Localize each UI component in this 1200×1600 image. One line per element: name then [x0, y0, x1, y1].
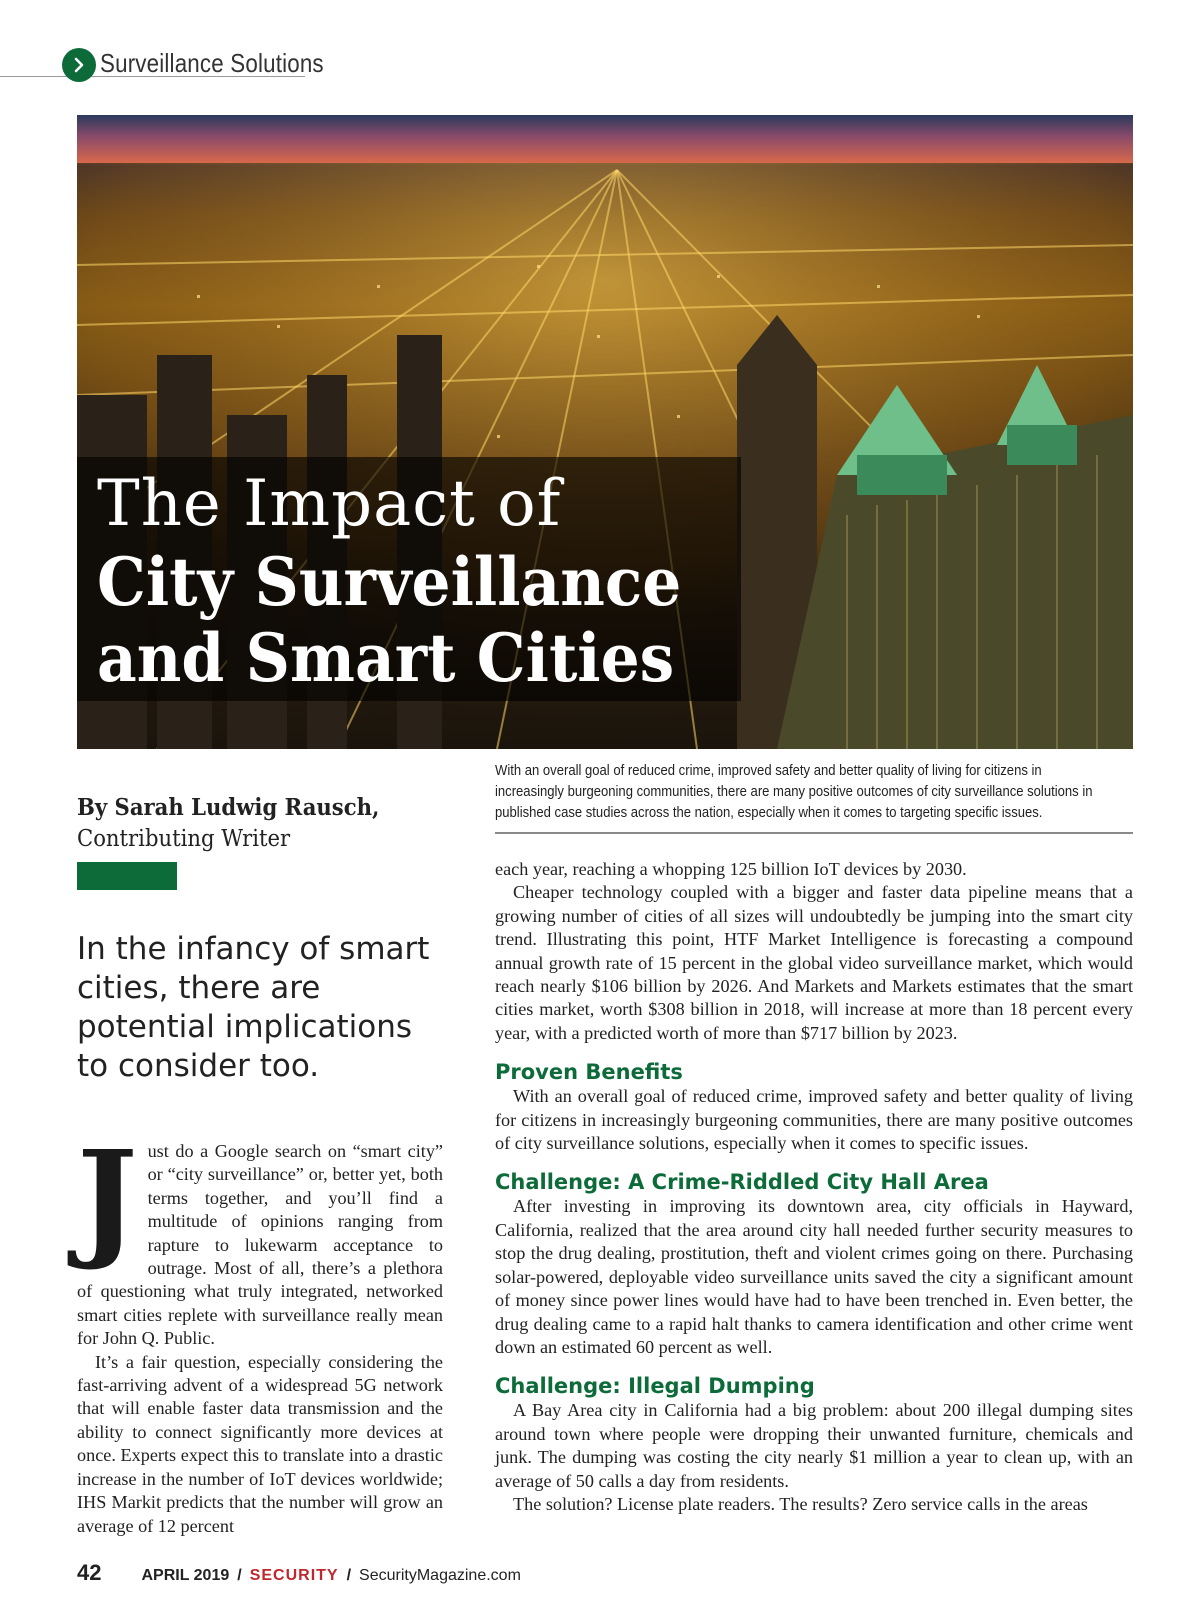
article-title-line2: City Surveillance	[97, 543, 682, 621]
accent-bar	[77, 862, 177, 890]
article-title-line3: and Smart Cities	[97, 619, 675, 697]
section-title: Surveillance Solutions	[100, 48, 324, 78]
page-footer	[77, 1560, 521, 1586]
caption-line: published case studies across the nation, especially when it comes to targeting specific issues.	[495, 804, 1043, 821]
caption-rule	[495, 832, 1133, 834]
body-paragraph: It’s a fair question, especially considering the fast-arriving advent of a widespread 5G network that will enable faster data transmission and the ability to connect significantly more devices at once. Experts expect this to translate into a drastic increase in the number of IoT devices worldwide; IHS Markit predicts that the number will grow an average of 12 percent	[77, 1351, 443, 1536]
chevron-right-icon	[62, 48, 96, 82]
website-link[interactable]: SecurityMagazine.com	[359, 1567, 521, 1584]
article-title-line1: The Impact of	[97, 467, 562, 541]
right-column	[495, 858, 1133, 1516]
body-paragraph: Just do a Google search on “smart city” or “city surveillance” or, better yet, both terms together, and you’ll find a multitude of opinions ranging from rapture to lukewarm acceptance to outrage. Most of all, there’s a plethora of questioning what truly integrated, networked smart cities replete with surveillance really mean for John Q. Public.	[77, 1124, 443, 1349]
magazine-name: SECURITY	[249, 1567, 339, 1584]
drop-cap: J	[77, 1124, 138, 1274]
left-column	[77, 1124, 443, 1538]
author-role: Contributing Writer	[77, 826, 291, 852]
pull-quote: In the infancy of smart cities, there are potential implications to consider too.	[77, 931, 430, 1084]
issue-date: APRIL 2019	[141, 1567, 230, 1584]
body-paragraph: Cheaper technology coupled with a bigger and faster data pipeline means that a growing number of cities of all sizes will undoubtedly be jumping into the smart city trend. Illustrating this point, HTF Market Intelligence is forecasting a compound annual growth rate of 15 percent in the global video surveillance market, which would reach nearly $106 billion by 2026. And Markets and Markets estimates that the smart cities market, worth $308 billion in 2018, will increase at more than 18 percent every year, with a predicted worth of more than $717 billion by 2023.	[495, 882, 1133, 1043]
footer-separator: /	[237, 1567, 242, 1584]
subheading: Challenge: A Crime-Riddled City Hall Area	[495, 1170, 989, 1195]
subheading: Proven Benefits	[495, 1060, 683, 1085]
page-number: 42	[77, 1560, 102, 1585]
body-paragraph: The solution? License plate readers. The results? Zero service calls in the areas	[513, 1493, 1088, 1514]
caption-line: With an overall goal of reduced crime, improved safety and better quality of living for citizens in	[495, 762, 1042, 779]
hero-image	[77, 115, 1133, 749]
body-paragraph: each year, reaching a whopping 125 billion IoT devices by 2030.	[495, 859, 967, 879]
body-paragraph: With an overall goal of reduced crime, improved safety and better quality of living for citizens in increasingly burgeoning communities, there are many positive outcomes of city surveillance solutions, especially when it comes to specific issues.	[495, 1086, 1133, 1154]
caption-line: increasingly burgeoning communities, there are many positive outcomes of city surveillance solutions in	[495, 783, 1093, 800]
body-paragraph: A Bay Area city in California had a big problem: about 200 illegal dumping sites around town where people were dropping their unwanted furniture, chemicals and junk. The dumping was costing the city nearly $1 million a year to clean up, with an average of 50 calls a day from residents.	[495, 1400, 1133, 1491]
footer-separator: /	[346, 1567, 352, 1584]
subheading: Challenge: Illegal Dumping	[495, 1374, 815, 1399]
body-paragraph: After investing in improving its downtown area, city officials in Hayward, California, realized that the area around city hall needed further security measures to stop the drug dealing, prostitution, theft and violent crimes going on there. Purchasing solar-powered, deployable video surveillance units saved the city a significant amount of money since power lines would have had to have been trenched in. Even better, the drug dealing came to a rapid halt thanks to camera identification and other crime went down an estimated 60 percent as well.	[495, 1196, 1133, 1357]
author-name: By Sarah Ludwig Rausch,	[77, 794, 380, 821]
photo-caption	[495, 760, 1133, 823]
